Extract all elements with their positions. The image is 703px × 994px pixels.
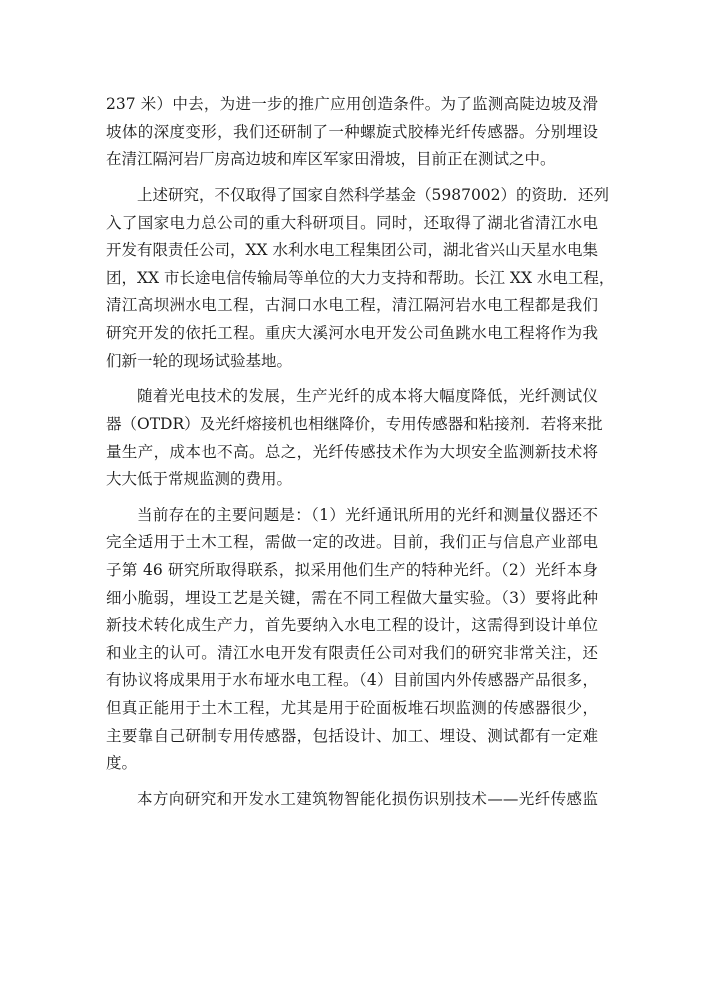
paragraph-4 xyxy=(106,502,598,778)
text-line: 们新一轮的现场试验基地。 xyxy=(106,351,293,370)
text-line: 量生产，成本也不高。总之，光纤传感技术作为大坝安全监测新技术将 xyxy=(106,442,598,461)
text-line: 在清江隔河岩厂房高边坡和库区军家田滑坡，目前正在测试之中。 xyxy=(106,150,556,169)
text-line: 细小脆弱，埋设工艺是关键，需在不同工程做大量实验。（3）要将此种 xyxy=(106,588,598,607)
text-line: 随着光电技术的发展，生产光纤的成本将大幅度降低，光纤测试仪 xyxy=(137,387,598,406)
text-line: 新技术转化成生产力，首先要纳入水电工程的设计，这需得到设计单位 xyxy=(106,616,598,635)
text-line: 但真正能用于土木工程，尤其是用于砼面板堆石坝监测的传感器很少， xyxy=(106,699,598,718)
paragraph-gap xyxy=(106,375,598,383)
text-line: 团，XX 市长途电信传输局等单位的大力支持和帮助。长江 XX 水电工程， xyxy=(106,268,615,287)
text-line: 入了国家电力总公司的重大科研项目。同时，还取得了湖北省清江水电 xyxy=(106,213,598,232)
text-line: 坡体的深度变形，我们还研制了一种螺旋式胶棒光纤传感器。分别埋设 xyxy=(106,122,598,141)
text-line: 本方向研究和开发水工建筑物智能化损伤识别技术——光纤传感监 xyxy=(137,790,598,808)
paragraph-gap xyxy=(106,778,598,786)
text-line: 当前存在的主要问题是：（1）光纤通讯所用的光纤和测量仪器还不 xyxy=(137,505,598,524)
text-line: 研究开发的依托工程。重庆大溪河水电开发公司鱼跳水电工程将作为我 xyxy=(106,323,598,342)
text-line: 完全适用于土木工程，需做一定的改进。目前，我们正与信息产业部电 xyxy=(106,533,598,552)
text-line: 开发有限责任公司，XX 水利水电工程集团公司，湖北省兴山天星水电集 xyxy=(106,241,598,260)
paragraph-3 xyxy=(106,383,603,493)
paragraph-1 xyxy=(106,91,598,174)
paragraph-2 xyxy=(106,182,615,375)
paragraph-5 xyxy=(106,786,598,814)
paragraph-gap xyxy=(106,494,598,502)
text-line: 清江高坝洲水电工程，古洞口水电工程，清江隔河岩水电工程都是我们 xyxy=(106,296,598,315)
text-line: 有协议将成果用于水布垭水电工程。（4）目前国内外传感器产品很多， xyxy=(106,671,598,690)
text-line: 器（OTDR）及光纤熔接机也相继降价，专用传感器和粘接剂．若将来批 xyxy=(106,414,603,433)
text-line: 和业主的认可。清江水电开发有限责任公司对我们的研究非常关注，还 xyxy=(106,643,598,662)
text-line: 大大低于常规监测的费用。 xyxy=(106,470,293,489)
text-line: 度。 xyxy=(106,754,138,773)
paragraph-gap xyxy=(106,174,598,182)
text-line: 主要靠自己研制专用传感器，包括设计、加工、埋设、测试都有一定难 xyxy=(106,726,598,745)
document-body xyxy=(106,91,615,814)
text-line: 子第 46 研究所取得联系，拟采用他们生产的特种光纤。（2）光纤本身 xyxy=(106,561,598,580)
text-line: 237 米）中去，为进一步的推广应用创造条件。为了监测高陡边坡及滑 xyxy=(106,95,598,113)
text-line: 上述研究，不仅取得了国家自然科学基金（5987002）的资助．还列 xyxy=(137,185,610,204)
